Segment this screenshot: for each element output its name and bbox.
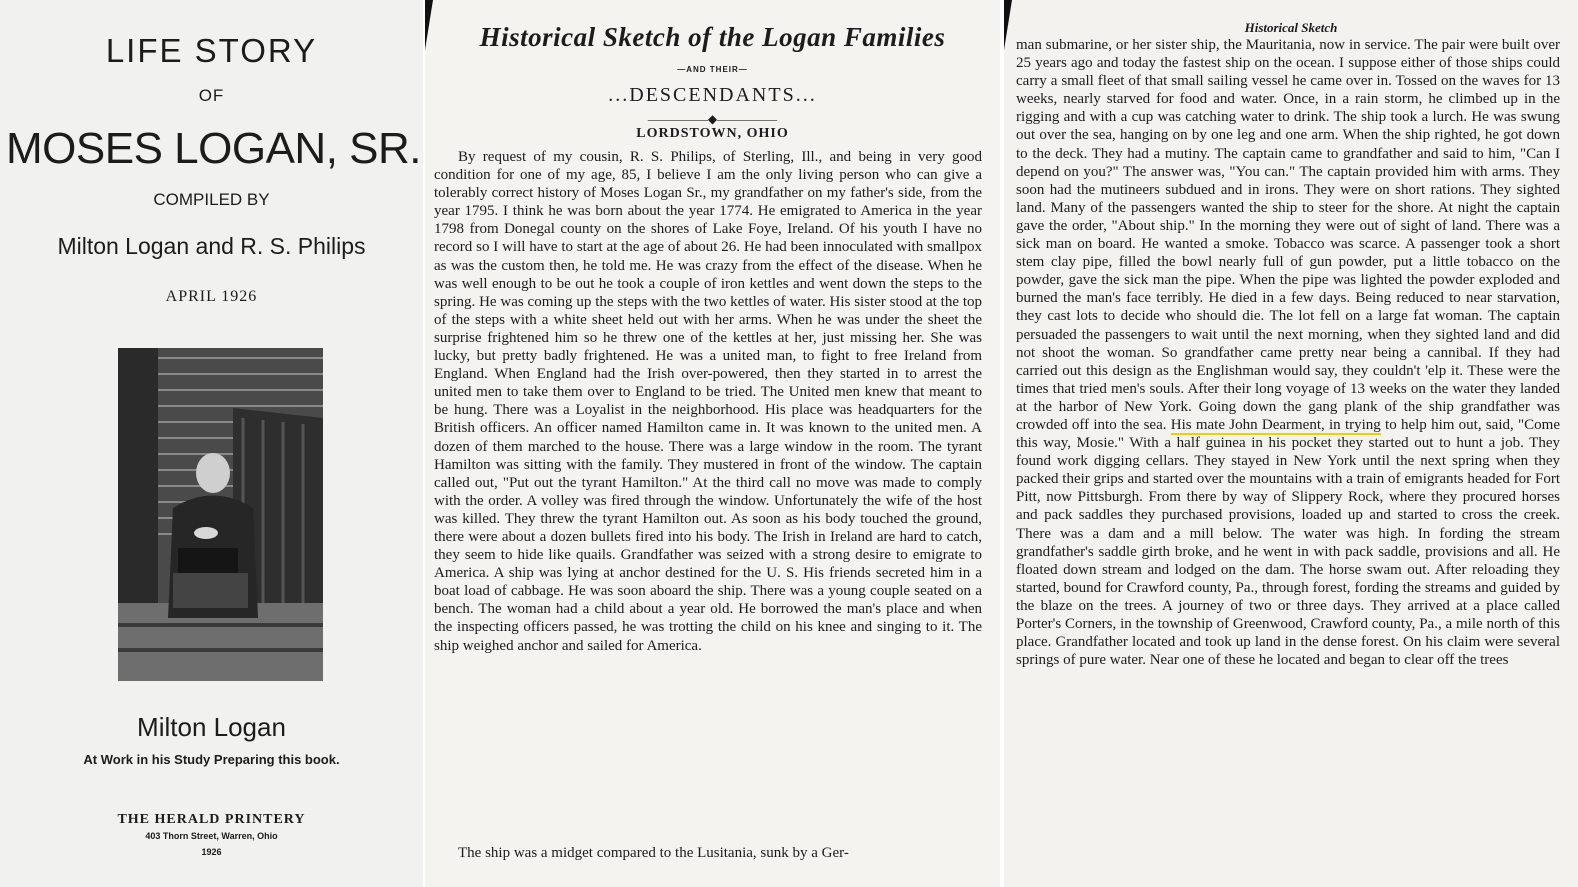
authors: Milton Logan and R. S. Philips	[57, 233, 366, 259]
sketch-last-line: The ship was a midget compared to the Lusitania, sunk by a Ger-	[458, 845, 849, 861]
running-head: Historical Sketch	[1244, 20, 1338, 35]
sketch-page	[425, 0, 1000, 887]
title-line-of: OF	[198, 86, 225, 105]
title-line-name: MOSES LOGAN, SR.	[6, 124, 421, 173]
continued-text-before: man submarine, or her sister ship, the Mauritania, now in service. The pair were built over 25 years ago and today the fastest ship on the ocean. I suppose either of those ships could carry a small fleet of that small sailing vessel he came over in. Tossed on the waves for 13 weeks, nearly starved for food and water. Once, in a rain storm, he climbed up in the rigging and with a cup was catching water to drink. The ship took a lurch. He was swung out over the sea, hanging on by one leg and one arm. When the ship righted, he got down to the deck. They had a mutiny. The captain came to grandfather and said to him, "Can I depend on you?" The answer was, "You can." The captain provided him with arms. They soon had the mutineers subdued and in irons. They were on short rations. They sighted land. Many of the passengers wanted the ship to steer for the shore. At night the captain gave the order, "About ship." In the morning they were out of sight of land. There was a sick man on board. He wanted a smoke. Tobacco was scarce. A passenger took a short stem clay pipe, filled the bowl nearly full of gun powder, put a little tobacco on the powder, gave the sick man the pipe. When the pipe was lighted the powder exploded and burned the man's face terribly. He died in a few days. Being reduced to near starvation, they cast lots to decide who should die. The lot fell on a large fat woman. The captain persuaded the passengers to wait until the next morning, when they sighted land and did not shoot the woman. So grandfather came pretty near being a cannibal. If they had carried out this design as the Englishman would say, they couldn't 'elp it. These were the times that tried men's souls. After their long voyage of 13 weeks on the water they landed at the harbor of New York. Going down the gang plank of the ship grandfather was crowded off into the sea.	[1016, 37, 1560, 433]
sketch-heading: Historical Sketch of the Logan Families	[479, 22, 946, 52]
continued-text-after: to help him out, said, "Come this way, Mosie." With a half guinea in his pocket they started out to hunt a job. They found work digging cellars. They stayed in New York until the next spring when they packed their grips and started over the mountains with a train of emigrants headed for Fort Pitt, now Pittsburgh. From there by way of Slippery Rock, where they procured horses and pack saddles they purchased provisions, loaded up and started to cross the creek. There was a dam and a mill below. The water was high. In fording the stream grandfather's saddle girth broke, and he went in with pack saddle, provisions and all. He floated down stream and lodged on the dam. The horse swam out. After reloading they started, bound for Crawford county, Pa., through forest, fording the streams and guided by the blaze on the trees. A journey of two or three days. They arrived at a place called Porter's Corners, in the township of Greenwood, Crawford county, Pa., a mile north of this place. Grandfather located and took up land in the dense forest. On his claim were several springs of pure water. Near one of these he located and began to clear off the trees	[1016, 416, 1560, 669]
place-heading: LORDSTOWN, OHIO	[636, 126, 789, 141]
printer-address: 403 Thorn Street, Warren, Ohio	[145, 831, 278, 841]
continued-body	[1016, 36, 1560, 669]
title-line-life-story: LIFE STORY	[105, 32, 318, 69]
continued-paragraph	[1016, 36, 1560, 669]
caption-description: At Work in his Study Preparing this book.	[83, 752, 340, 767]
and-their: —AND THEIR—	[677, 65, 748, 74]
author-photo-image	[118, 348, 323, 681]
descendants-heading: ...DESCENDANTS...	[608, 84, 817, 106]
printer-year: 1926	[201, 847, 222, 857]
ornament-divider: —————◆—————	[647, 112, 778, 126]
sketch-body	[434, 148, 982, 655]
sketch-paragraph: By request of my cousin, R. S. Philips, of Sterling, Ill., and being in very good condition for one of my age, 85, I believe I am the only living person who can give a tolerably correct history of Moses Logan Sr., my grandfather on my father's side, from the year 1795. I think he was born about the year 1774. He emigrated to America in the year 1798 from Donegal county on the shores of Lake Foye, Ireland. Of his youth I have no record so I will have to start at the age of about 26. He had been innoculated with smallpox as was the custom then, he told me. He was crazy from the effect of the disease. When he was well enough to be out he took a couple of iron kettles and went down the steps to the spring. He was coming up the steps with the two kettles of water. His sister stood at the top of the steps with a white sheet held out with her arms. When he was under the sheet the surprise frightened him so he threw one of the kettles at her, just missing her. She was lucky, but pretty badly frightened. He was a united man, to fight to free Ireland from England. When England had the Irish over-powered, then they started in to arrest the united men to take them over to England to be tried. The United men knew that meant to be hung. There was a Loyalist in the neighborhood. His place was headquarters for the British officers. An officer named Hamilton came in. It was known to the united men. A dozen of them marched to the house. There was a large window in the room. The tyrant Hamilton was sitting with the family. They mustered in front of the window. The captain called out, "Put out the tyrant Hamilton." At the third call no move was made to comply with the order. A volley was fired through the window. Unfortunately the wife of the host was killed. They threw the tyrant Hamilton out. As soon as his body touched the ground, there were about a dozen bullets fired into his body. The Irish in Ireland are hard to catch, they seem to hide like quails. Grandfather was seized with a strong desire to emigrate to America. A ship was lying at anchor destined for the U. S. His friends secreted him in a boat load of cabbage. He was soon aboard the ship. There was a young couple seated on a bench. The woman had a child about a year old. He borrowed the man's place and when the inspecting officers passed, he was trotting the child on his knee and singing to it. The ship weighed anchor and sailed for America.	[434, 149, 982, 654]
compiled-by: COMPILED BY	[153, 190, 270, 209]
author-photo	[118, 348, 323, 681]
printer-name: THE HERALD PRINTERY	[117, 812, 306, 827]
title-page	[0, 0, 423, 887]
caption-name: Milton Logan	[137, 712, 286, 742]
continued-page	[1004, 0, 1578, 887]
date: APRIL 1926	[165, 288, 258, 305]
highlighted-text: His mate John Dearment, in trying	[1170, 416, 1381, 433]
